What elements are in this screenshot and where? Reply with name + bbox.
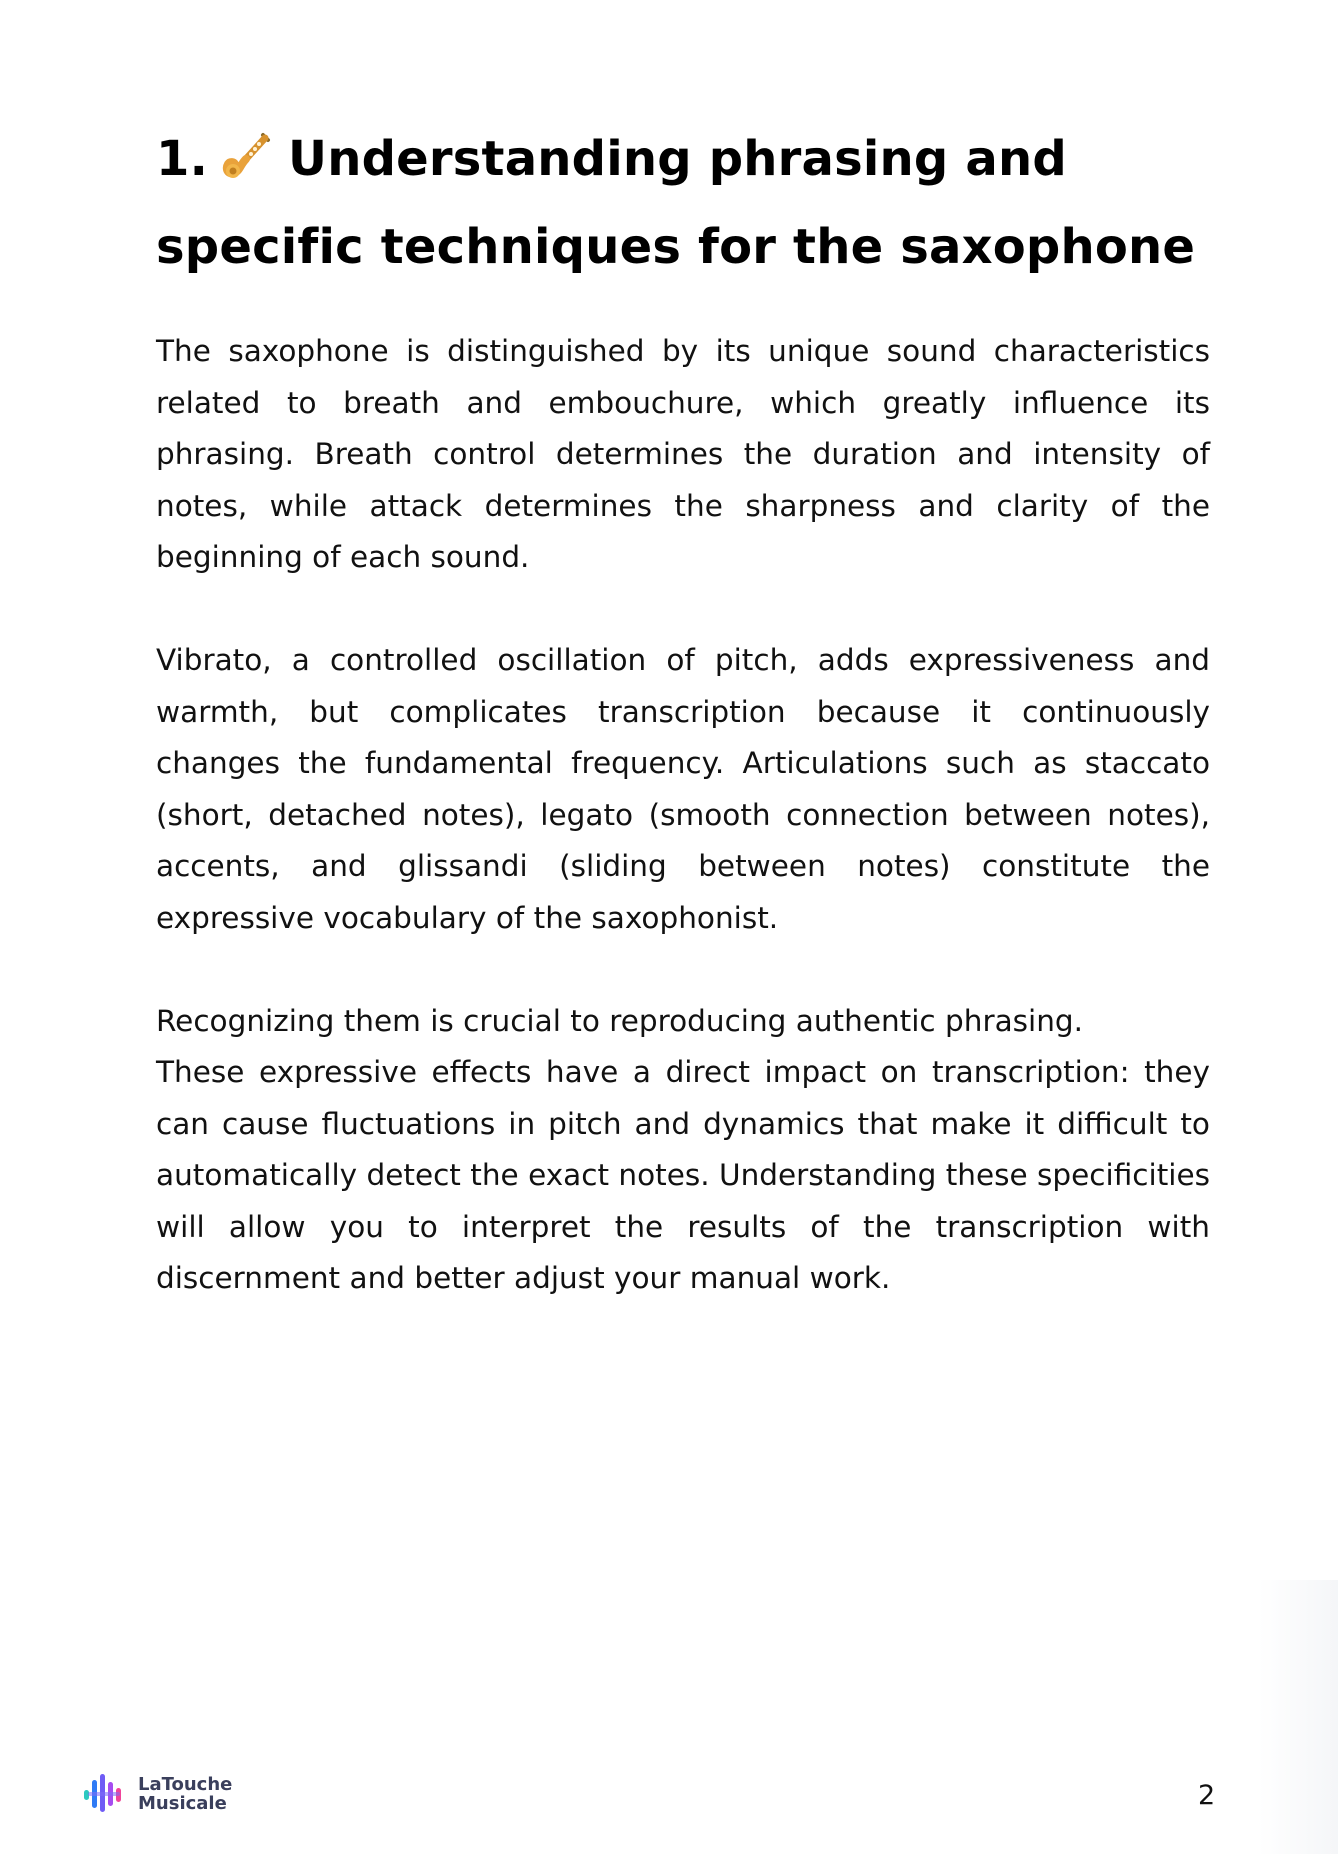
body-text xyxy=(156,326,1210,1356)
heading-line-1: Understanding phrasing and xyxy=(288,131,1067,187)
brand-logo xyxy=(82,1772,232,1816)
corner-shadow xyxy=(1258,1580,1338,1854)
brand-name xyxy=(138,1775,232,1813)
saxophone-icon xyxy=(222,124,272,206)
brand-line-1: LaTouche xyxy=(138,1774,233,1795)
section-number: 1. xyxy=(156,131,209,187)
page-number: 2 xyxy=(1198,1780,1216,1811)
section-heading xyxy=(156,118,1216,288)
paragraph-4: These expressive effects have a direct impact on transcription: they can cause fluctuations in pitch and dynamics that make it difficult to automatically detect the exact notes. Understanding these specificities will allow you to interpret the results of the transcription with discernment and better adjust your manual work. xyxy=(156,1055,1210,1295)
paragraph-1: The saxophone is distinguished by its unique sound characteristics related to breath and embouchure, which greatly influence its phrasing. Breath control determines the duration and intensity of notes, while attack determines the sharpness and clarity of the beginning of each sound. xyxy=(156,334,1210,574)
brand-line-2: Musicale xyxy=(138,1793,227,1814)
heading-line-2: specific techniques for the saxophone xyxy=(156,219,1196,275)
paragraph-3: Recognizing them is crucial to reproducing authentic phrasing. xyxy=(156,1003,1084,1038)
paragraph-2: Vibrato, a controlled oscillation of pitch, adds expressiveness and warmth, but complicates transcription because it continuously changes the fundamental frequency. Articulations such as staccato (short, detached notes), legato (smooth connection between notes), accents, and glissandi (sliding between notes) constitute the expressive vocabulary of the saxophonist. xyxy=(156,643,1210,935)
waveform-logo-icon xyxy=(82,1772,126,1816)
